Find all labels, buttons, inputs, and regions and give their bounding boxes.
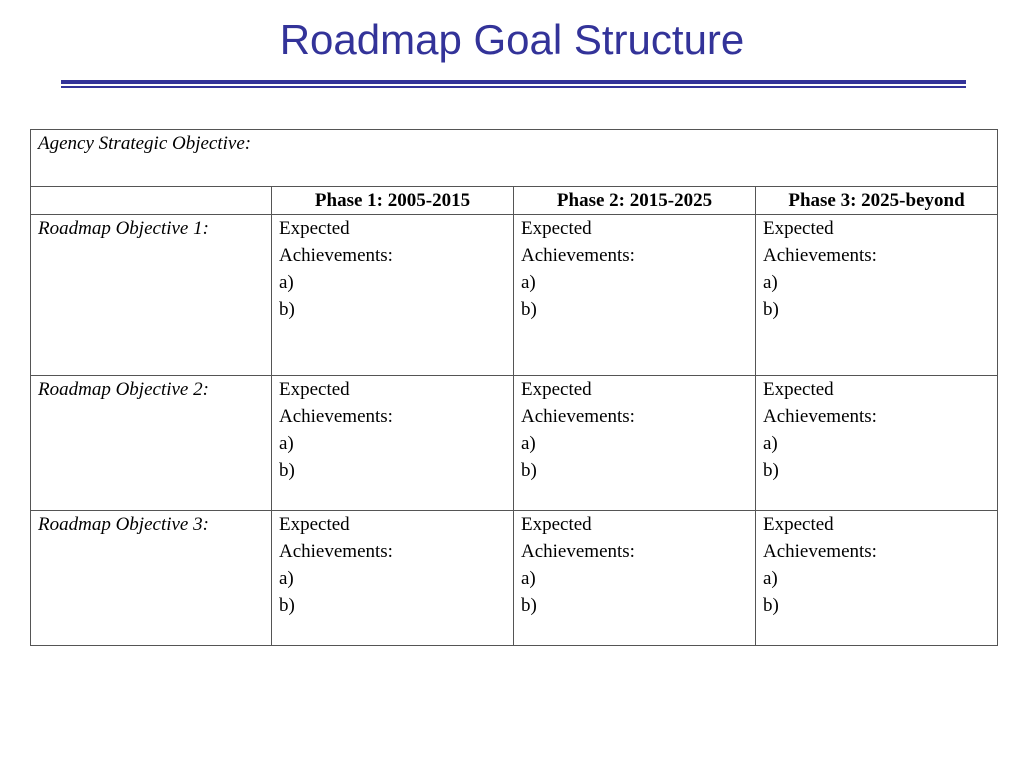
table-row bbox=[31, 511, 998, 646]
cell-item-b: b) bbox=[521, 595, 537, 616]
cell-heading: Expected bbox=[279, 514, 350, 535]
achievement-cell bbox=[756, 215, 998, 376]
achievement-cell bbox=[756, 511, 998, 646]
phase-header-row bbox=[31, 187, 998, 215]
title-rule-thick bbox=[61, 80, 966, 84]
cell-item-b: b) bbox=[279, 460, 295, 481]
cell-item-a: a) bbox=[279, 433, 294, 454]
achievement-cell bbox=[272, 215, 514, 376]
cell-item-a: a) bbox=[763, 568, 778, 589]
achievement-cell bbox=[272, 511, 514, 646]
roadmap-goal-table bbox=[30, 129, 998, 646]
cell-item-b: b) bbox=[521, 460, 537, 481]
cell-item-b: b) bbox=[279, 299, 295, 320]
cell-item-a: a) bbox=[279, 272, 294, 293]
cell-heading-2: Achievements: bbox=[763, 541, 877, 562]
roadmap-objective-1-label: Roadmap Objective 1: bbox=[31, 215, 272, 376]
cell-item-b: b) bbox=[763, 460, 779, 481]
cell-item-a: a) bbox=[763, 433, 778, 454]
header-empty-cell bbox=[31, 187, 272, 215]
agency-objective-row bbox=[31, 130, 998, 187]
achievement-cell bbox=[756, 376, 998, 511]
cell-heading-2: Achievements: bbox=[521, 541, 635, 562]
roadmap-objective-2-label: Roadmap Objective 2: bbox=[31, 376, 272, 511]
cell-heading-2: Achievements: bbox=[279, 541, 393, 562]
achievement-cell bbox=[514, 511, 756, 646]
cell-heading-2: Achievements: bbox=[763, 245, 877, 266]
cell-heading: Expected bbox=[763, 218, 834, 239]
cell-item-a: a) bbox=[521, 433, 536, 454]
phase-1-header: Phase 1: 2005-2015 bbox=[272, 187, 514, 215]
table-row bbox=[31, 215, 998, 376]
cell-heading: Expected bbox=[521, 218, 592, 239]
cell-item-b: b) bbox=[763, 595, 779, 616]
slide-title: Roadmap Goal Structure bbox=[279, 16, 745, 63]
cell-item-b: b) bbox=[521, 299, 537, 320]
cell-heading-2: Achievements: bbox=[763, 406, 877, 427]
title-rule-thin bbox=[61, 86, 966, 88]
phase-2-header: Phase 2: 2015-2025 bbox=[514, 187, 756, 215]
cell-heading: Expected bbox=[763, 514, 834, 535]
agency-objective-label: Agency Strategic Objective: bbox=[38, 133, 252, 154]
cell-heading: Expected bbox=[279, 379, 350, 400]
cell-heading-2: Achievements: bbox=[279, 406, 393, 427]
cell-item-a: a) bbox=[279, 568, 294, 589]
roadmap-objective-3-label: Roadmap Objective 3: bbox=[31, 511, 272, 646]
cell-heading-2: Achievements: bbox=[521, 406, 635, 427]
achievement-cell bbox=[514, 376, 756, 511]
cell-heading-2: Achievements: bbox=[279, 245, 393, 266]
achievement-cell bbox=[272, 376, 514, 511]
cell-item-b: b) bbox=[763, 299, 779, 320]
cell-item-a: a) bbox=[763, 272, 778, 293]
cell-heading: Expected bbox=[763, 379, 834, 400]
cell-heading: Expected bbox=[521, 514, 592, 535]
cell-heading: Expected bbox=[279, 218, 350, 239]
table-row bbox=[31, 376, 998, 511]
cell-item-b: b) bbox=[279, 595, 295, 616]
cell-heading: Expected bbox=[521, 379, 592, 400]
cell-item-a: a) bbox=[521, 568, 536, 589]
agency-objective-cell bbox=[31, 130, 998, 187]
phase-3-header: Phase 3: 2025-beyond bbox=[756, 187, 998, 215]
cell-item-a: a) bbox=[521, 272, 536, 293]
cell-heading-2: Achievements: bbox=[521, 245, 635, 266]
achievement-cell bbox=[514, 215, 756, 376]
